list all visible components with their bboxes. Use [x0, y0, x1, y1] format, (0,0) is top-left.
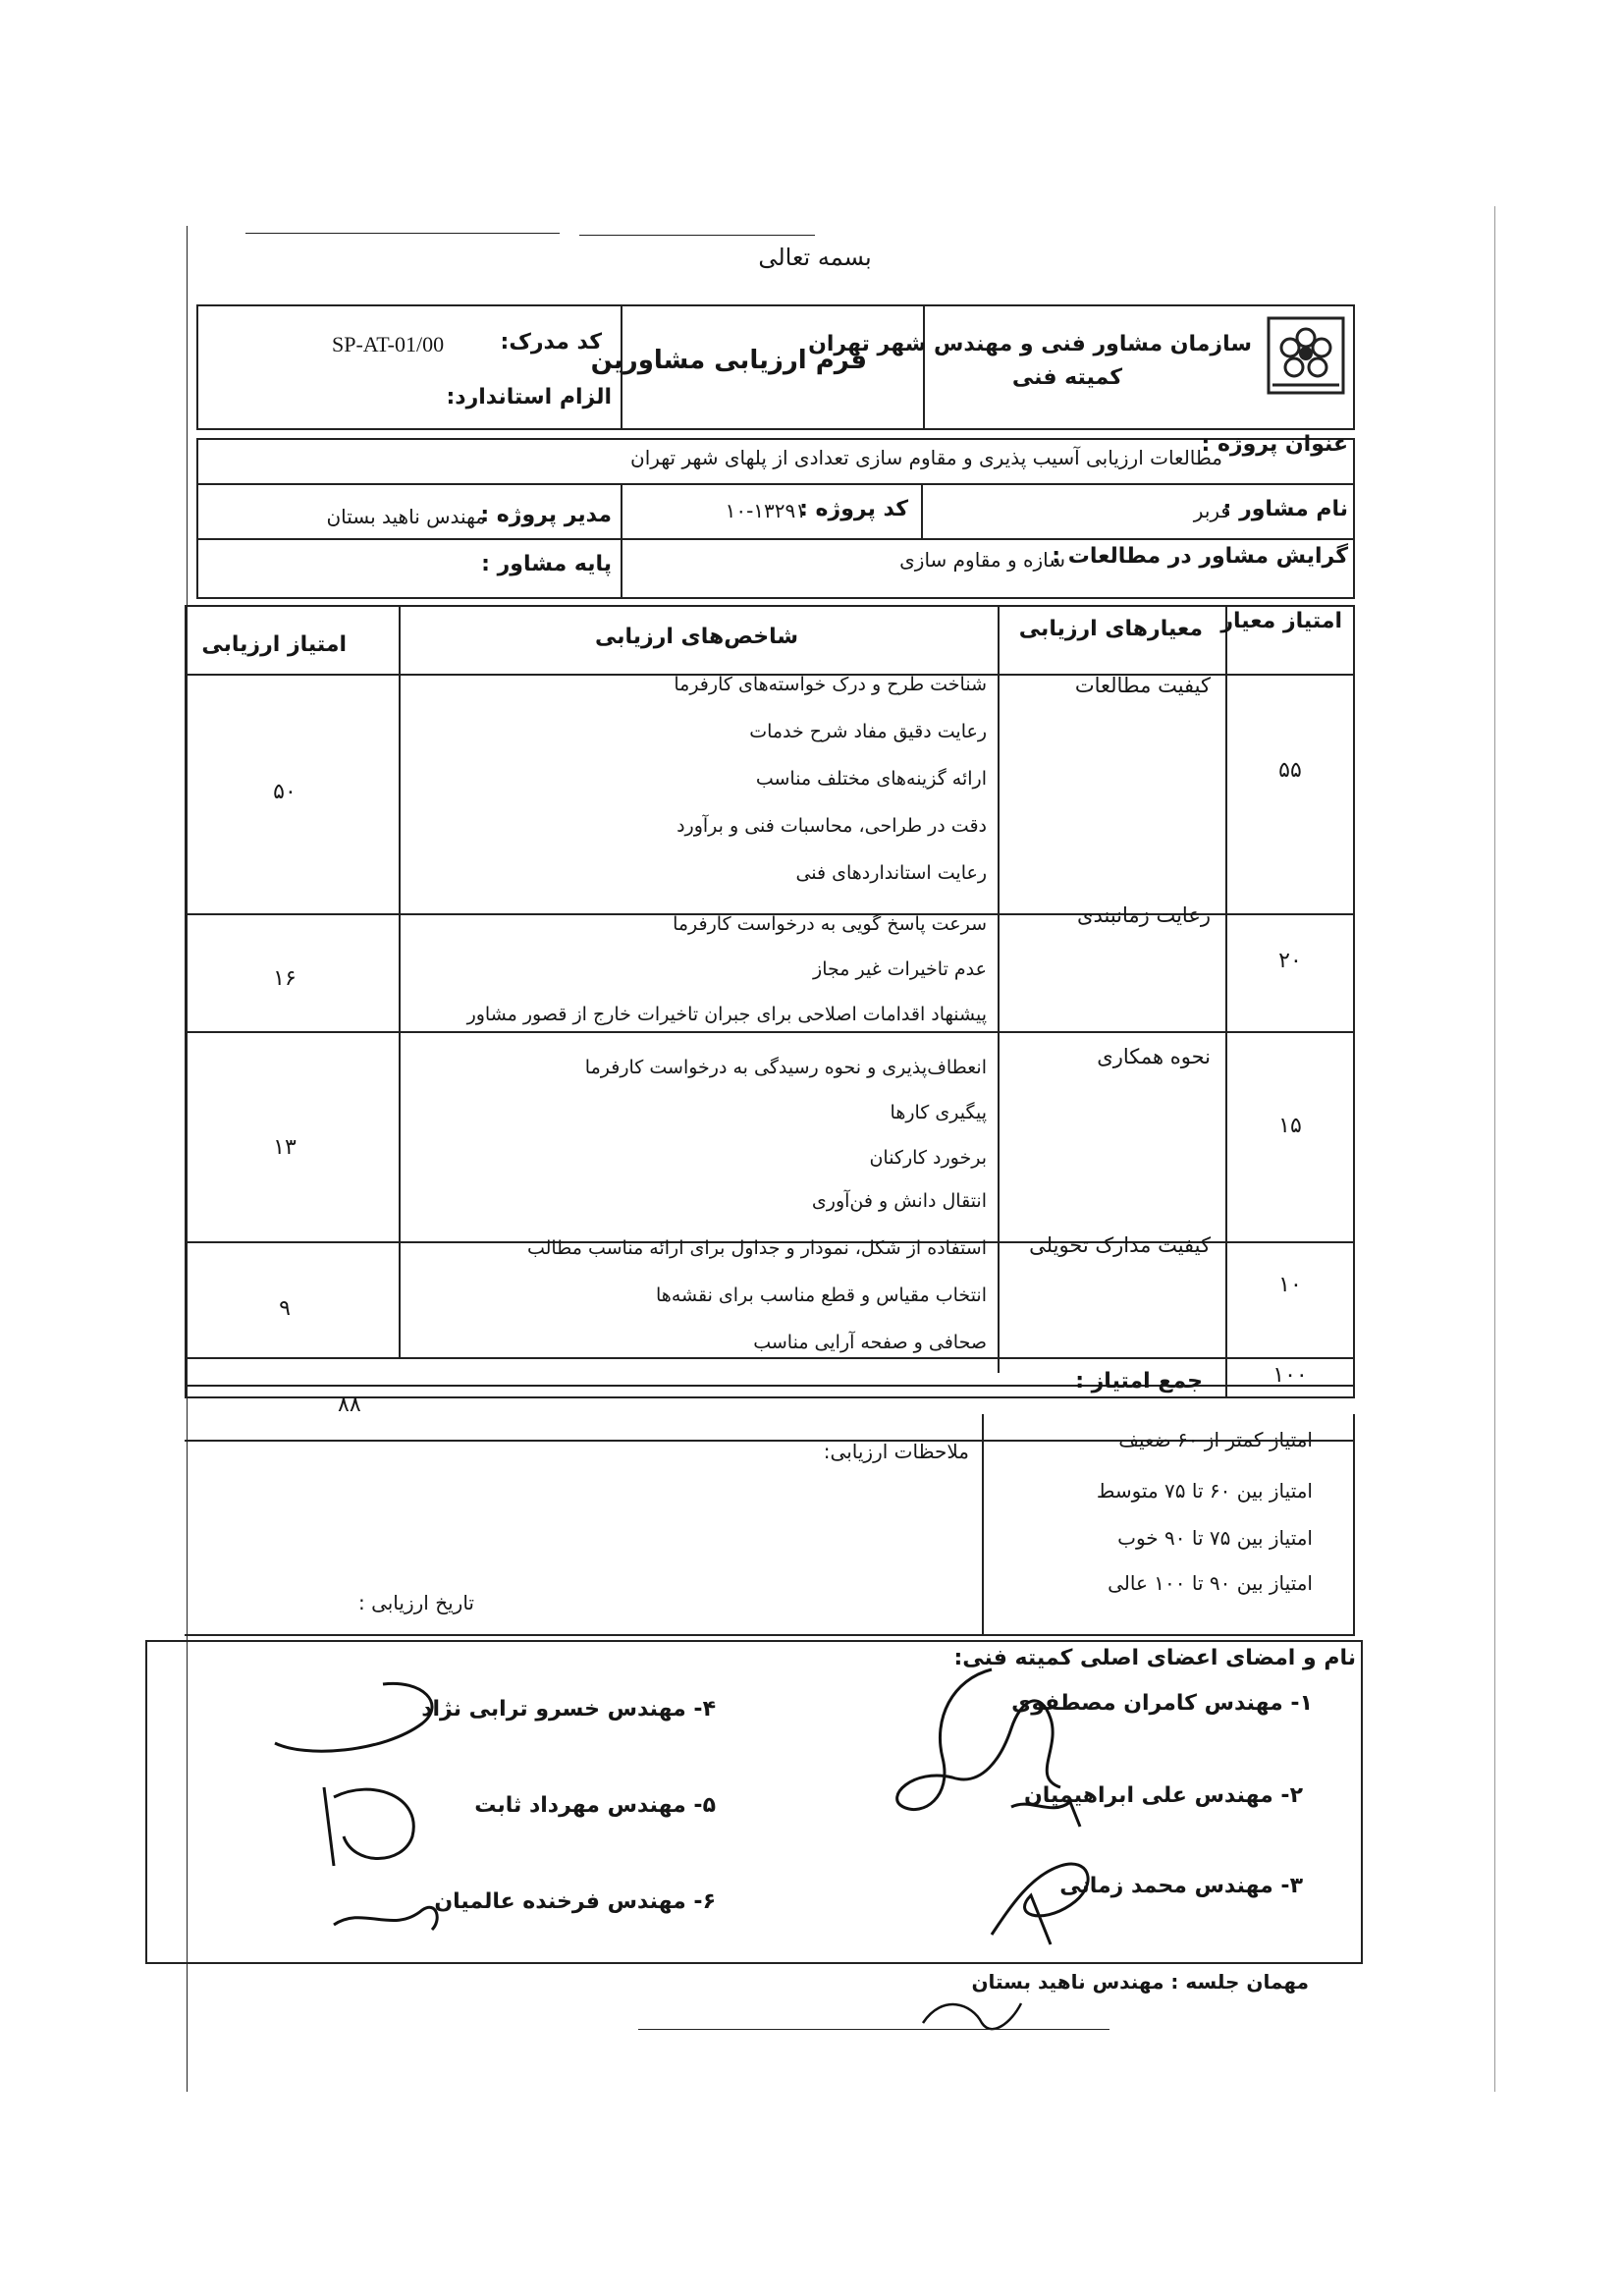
table-row-divider-2	[185, 1031, 1355, 1033]
signature-member-3	[972, 1846, 1119, 1954]
scale-3: امتیاز بین ۷۵ تا ۹۰ خوب	[1117, 1526, 1313, 1550]
organization-logo	[1267, 316, 1345, 395]
row-4-indicator-2: انتخاب مقیاس و قطع مناسب برای نقشه‌ها	[656, 1285, 987, 1306]
signature-member-5	[295, 1768, 452, 1876]
doc-code-value: SP-AT-01/00	[332, 332, 445, 356]
form-title: فرم ارزیابی مشاورین	[590, 346, 867, 375]
project-title-value: مطالعات ارزیابی آسیب پذیری و مقاوم سازی تعدادی از پلهای شهر تهران	[630, 446, 1222, 469]
row-4-score: ۹	[279, 1296, 291, 1321]
member-6: ۶- مهندس فرخنده عالمیان	[434, 1889, 716, 1914]
row-1-indicator-5: رعایت استانداردهای فنی	[795, 862, 987, 884]
project-manager-value: مهندس ناهید بستان	[326, 505, 486, 528]
guest-signature	[913, 1984, 1031, 2043]
member-2: ۲- مهندس علی ابراهیمیان	[1023, 1783, 1303, 1808]
row-3-indicator-1: انعطاف‌پذیری و نحوه رسیدگی به درخواست کارفرما	[584, 1057, 987, 1078]
table-col-indicators-divider	[399, 605, 401, 1357]
project-col-divider-1	[921, 483, 923, 538]
header-indicators: شاخص‌های ارزیابی	[594, 625, 798, 649]
evaluation-notes-label: ملاحظات ارزیابی:	[823, 1440, 969, 1463]
project-col-divider-3	[621, 538, 622, 599]
row-4-weight: ۱۰	[1278, 1273, 1302, 1297]
member-3: ۳- مهندس محمد زمانی	[1059, 1874, 1303, 1898]
row-2-criterion: رعایت زمانبندی	[1077, 903, 1211, 927]
row-2-indicator-1: سرعت پاسخ گویی به درخواست کارفرما	[673, 913, 987, 935]
notes-right-border	[1353, 1414, 1355, 1636]
project-code-label: کد پروژه :	[799, 497, 908, 521]
total-score: ۸۸	[338, 1393, 361, 1417]
doc-code-label: کد مدرک:	[500, 330, 602, 355]
study-field-label: گرایش مشاور در مطالعات :	[1052, 544, 1348, 569]
header-score: امتیاز ارزیابی	[201, 632, 347, 657]
notes-bottom-rule	[185, 1634, 1355, 1636]
row-4-criterion: کیفیت مدارک تحویلی	[1029, 1233, 1211, 1257]
top-rule	[245, 233, 560, 234]
consultant-label: نام مشاور :	[1222, 497, 1348, 521]
row-1-indicator-3: ارائه گزینه‌های مختلف مناسب	[755, 768, 987, 790]
notes-divider	[982, 1414, 984, 1636]
project-title-label: عنوان پروژه :	[1201, 432, 1348, 457]
row-2-indicator-3: پیشنهاد اقدامات اصلاحی برای جبران تاخیرات خارج از قصور مشاور	[466, 1004, 987, 1025]
signature-member-6	[324, 1886, 452, 1944]
row-3-score: ۱۳	[273, 1135, 297, 1160]
row-1-criterion: کیفیت مطالعات	[1074, 674, 1211, 697]
row-2-indicator-2: عدم تاخیرات غیر مجاز	[813, 958, 987, 980]
top-rule-right	[579, 235, 815, 236]
header-weight: امتیاز معیار	[1220, 609, 1342, 633]
consultant-value: فربر	[1193, 499, 1230, 522]
member-1: ۱- مهندس کامران مصطفوی	[1011, 1691, 1313, 1716]
signature-member-1-2	[864, 1660, 1119, 1846]
bottom-rule	[638, 2029, 1109, 2030]
organization-subtitle: کمیته فنی	[1011, 365, 1122, 390]
row-2-score: ۱۶	[273, 966, 297, 991]
row-1-indicator-1: شناخت طرح و درک خواسته‌های کارفرما	[674, 674, 987, 695]
header-criteria: معیارهای ارزیابی	[1018, 617, 1203, 641]
session-guest: مهمان جلسه : مهندس ناهید بستان	[971, 1970, 1309, 1994]
total-weight: ۱۰۰	[1272, 1363, 1308, 1388]
row-3-indicator-2: پیگیری کارها	[890, 1102, 987, 1123]
row-4-indicator-1: استفاده از شکل، نمودار و جداول برای ارائه مناسب مطالب	[526, 1237, 987, 1259]
consultant-rank-label: پایه مشاور :	[481, 552, 612, 576]
row-3-criterion: نحوه همکاری	[1097, 1045, 1211, 1068]
row-1-weight: ۵۵	[1278, 758, 1302, 783]
row-1-indicator-2: رعایت دقیق مفاد شرح خدمات	[749, 721, 987, 742]
header-divider-1	[923, 304, 925, 430]
scale-2: امتیاز بین ۶۰ تا ۷۵ متوسط	[1096, 1479, 1313, 1503]
signature-member-4	[265, 1665, 452, 1763]
row-4-indicator-3: صحافی و صفحه آرایی مناسب	[753, 1332, 987, 1353]
row-3-indicator-4: انتقال دانش و فن‌آوری	[811, 1190, 987, 1212]
project-code-value: ۱۰-۱۳۲۹۱	[725, 499, 806, 522]
study-field-value: سازه و مقاوم سازی	[899, 548, 1065, 572]
evaluation-date-label: تاریخ ارزیابی :	[357, 1591, 474, 1614]
scale-1: امتیاز کمتر از ۶۰ ضعیف	[1118, 1428, 1313, 1451]
table-col-criteria-divider	[998, 605, 1000, 1373]
basmala: بسمه تعالی	[758, 244, 872, 271]
row-3-indicator-3: برخورد کارکنان	[869, 1147, 987, 1169]
right-page-edge	[1494, 206, 1495, 2092]
standard-label: الزام استاندارد:	[446, 385, 612, 410]
row-1-indicator-4: دقت در طراحی، محاسبات فنی و برآورد	[676, 815, 987, 837]
organization-name: سازمان مشاور فنی و مهندس شهر تهران	[808, 332, 1252, 356]
member-5: ۵- مهندس مهرداد ثابت	[474, 1793, 716, 1818]
scale-4: امتیاز بین ۹۰ تا ۱۰۰ عالی	[1108, 1571, 1313, 1595]
row-3-weight: ۱۵	[1278, 1114, 1302, 1138]
project-manager-label: مدیر پروژه :	[480, 503, 612, 527]
project-row-divider-1	[196, 483, 1355, 485]
committee-title: نام و امضای اعضای اصلی کمیته فنی:	[953, 1646, 1356, 1670]
row-2-weight: ۲۰	[1278, 949, 1302, 973]
table-row-divider-4	[185, 1357, 1355, 1359]
member-4: ۴- مهندس خسرو ترابی نژاد	[421, 1697, 716, 1722]
row-1-score: ۵۰	[273, 780, 297, 804]
total-label: جمع امتیاز :	[1075, 1369, 1203, 1394]
project-row-divider-2	[196, 538, 1355, 540]
project-col-divider-2	[621, 483, 622, 538]
